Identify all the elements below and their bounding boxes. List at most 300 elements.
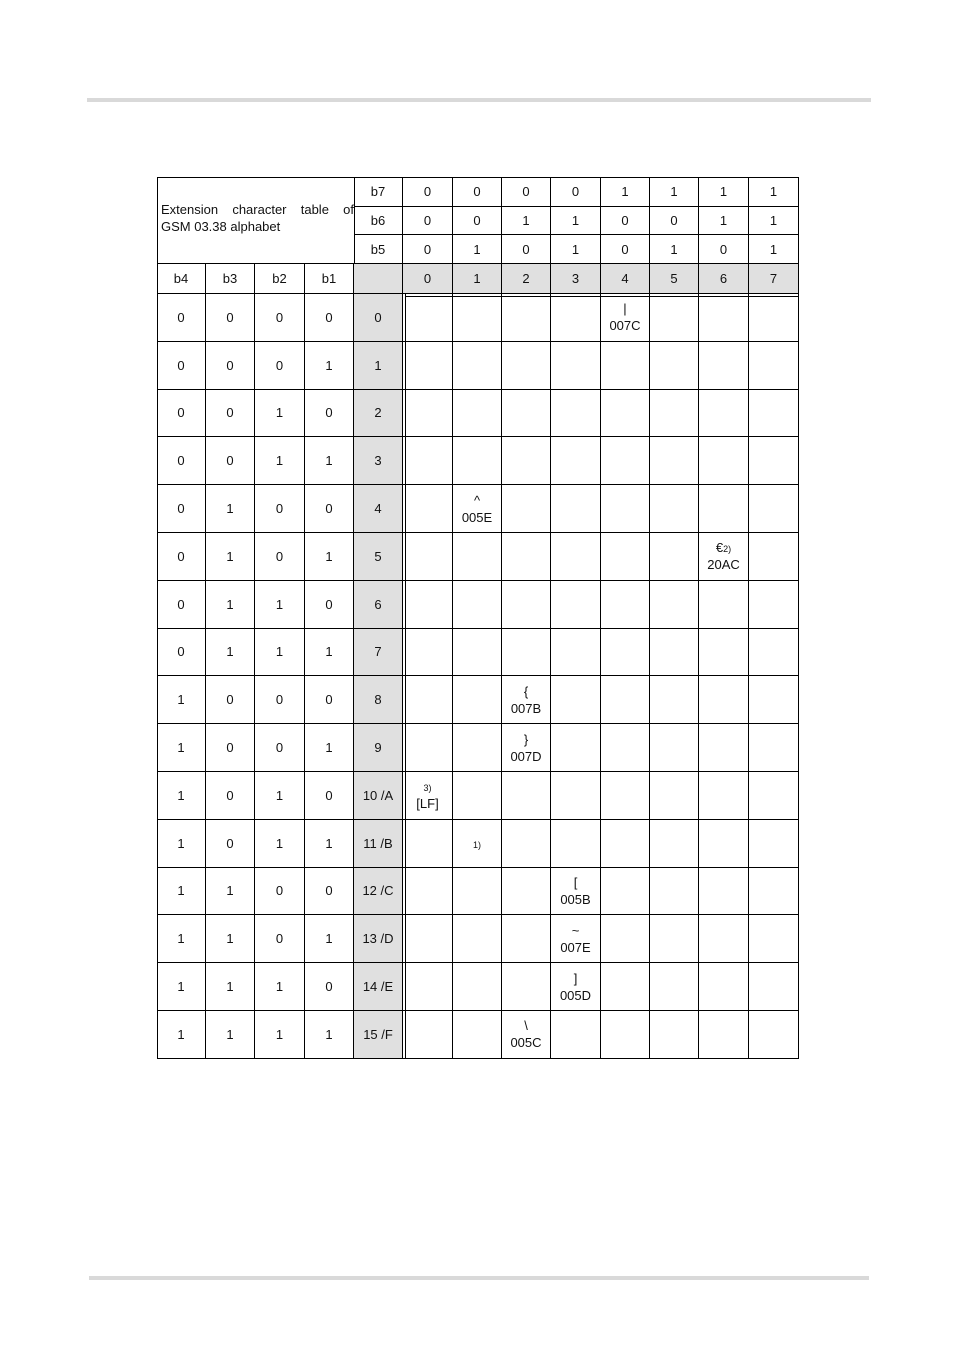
top-bit-value: 0	[522, 184, 530, 199]
character-cell	[403, 485, 453, 533]
row-bit-cell	[305, 390, 354, 438]
row-label-cell	[354, 915, 403, 963]
character-cell	[749, 676, 799, 724]
character-cell	[699, 820, 749, 868]
top-bit-cell	[551, 207, 601, 235]
character-cell	[749, 437, 799, 485]
character-cell	[749, 1011, 799, 1059]
row-bit-value: 0	[275, 357, 284, 373]
character-cell	[551, 676, 601, 724]
row-bit-value: 0	[325, 501, 333, 517]
character-cell	[502, 1011, 551, 1059]
row-bit-cell	[206, 437, 255, 485]
unicode-code: 20AC	[707, 557, 740, 573]
column-label-cell	[453, 264, 502, 294]
column-label-cell	[403, 264, 453, 294]
character-cell	[551, 1011, 601, 1059]
top-bit-value: 0	[423, 184, 432, 199]
character-cell	[650, 915, 699, 963]
row-bit-value: 1	[226, 501, 234, 517]
character-cell	[403, 963, 453, 1011]
row-label-cell	[354, 390, 403, 438]
footnote-marker: 1)	[472, 839, 481, 850]
row-bit-cell	[305, 629, 354, 677]
row-bit-cell	[206, 820, 255, 868]
character-cell	[453, 868, 502, 916]
character-cell	[453, 533, 502, 581]
column-label: 6	[719, 271, 728, 286]
row-bit-value: 1	[177, 692, 185, 708]
character-cell	[749, 581, 799, 629]
row-bit-cell	[255, 629, 305, 677]
row-bit-cell	[157, 1011, 206, 1059]
unicode-code: 007D	[510, 748, 542, 764]
top-bit-value: 1	[719, 213, 728, 228]
row-bit-header: b2	[272, 271, 287, 286]
character-cell	[699, 294, 749, 342]
character-cell	[749, 724, 799, 772]
unicode-code: 005B	[560, 891, 591, 907]
character-cell	[453, 915, 502, 963]
row-bit-value: 0	[177, 501, 185, 517]
row-label-cell	[354, 437, 403, 485]
row-label: 12 /C	[362, 883, 394, 899]
character-cell	[650, 437, 699, 485]
character-cell	[502, 676, 551, 724]
character-line	[474, 492, 480, 509]
character-line	[473, 835, 481, 852]
row-label-cell	[354, 676, 403, 724]
character-cell	[749, 342, 799, 390]
column-label-cell	[551, 264, 601, 294]
row-bit-cell	[255, 294, 305, 342]
column-label: 7	[769, 271, 778, 286]
row-label: 14 /E	[362, 979, 394, 995]
top-bit-value: 0	[473, 184, 481, 199]
row-bit-cell	[255, 533, 305, 581]
top-bit-value: 1	[670, 184, 678, 199]
character-cell	[601, 485, 650, 533]
character-cell	[749, 533, 799, 581]
row-bit-cell	[157, 342, 206, 390]
row-bit-cell	[305, 963, 354, 1011]
top-bit-value: 1	[769, 184, 778, 199]
row-bit-cell	[206, 868, 255, 916]
top-bit-cell	[453, 235, 502, 264]
character-cell	[699, 629, 749, 677]
row-bit-value: 0	[325, 309, 333, 325]
row-label: 6	[374, 596, 382, 612]
row-bit-cell	[157, 676, 206, 724]
character-glyph: |	[623, 301, 627, 317]
character-cell	[502, 342, 551, 390]
character-cell	[551, 629, 601, 677]
character-glyph: ^	[473, 492, 481, 508]
top-bit-value: 1	[473, 241, 481, 257]
character-cell	[601, 629, 650, 677]
top-bit-cell	[502, 235, 551, 264]
row-bit-value: 1	[275, 405, 284, 421]
row-bit-cell	[157, 820, 206, 868]
row-bit-cell	[157, 581, 206, 629]
row-bit-value: 0	[226, 692, 234, 708]
row-bit-value: 1	[226, 548, 234, 564]
character-cell	[699, 963, 749, 1011]
row-bit-value: 1	[275, 787, 284, 803]
character-cell	[453, 772, 502, 820]
row-label: 4	[374, 501, 382, 517]
character-cell	[551, 485, 601, 533]
character-cell	[601, 437, 650, 485]
character-cell	[749, 485, 799, 533]
character-line	[574, 874, 578, 891]
footnote-marker: 3)	[423, 783, 432, 794]
top-bit-cell	[699, 177, 749, 207]
row-bit-value: 0	[177, 309, 185, 325]
row-bit-cell	[157, 772, 206, 820]
character-line	[524, 683, 528, 700]
row-label: 5	[374, 548, 382, 564]
character-cell	[650, 868, 699, 916]
row-bit-cell	[255, 390, 305, 438]
row-bit-value: 0	[275, 692, 284, 708]
row-bit-value: 0	[325, 979, 333, 995]
character-cell	[749, 868, 799, 916]
row-bit-value: 1	[275, 644, 284, 660]
character-cell	[650, 772, 699, 820]
row-bit-value: 1	[177, 740, 185, 756]
character-cell	[502, 533, 551, 581]
character-cell	[650, 629, 699, 677]
character-cell	[749, 294, 799, 342]
character-cell	[502, 724, 551, 772]
row-bit-cell	[305, 772, 354, 820]
row-label: 1	[374, 357, 382, 373]
character-cell	[551, 868, 601, 916]
character-cell	[453, 437, 502, 485]
row-bit-value: 0	[275, 501, 284, 517]
row-label-cell	[354, 1011, 403, 1059]
unicode-code: 007C	[609, 318, 641, 334]
character-cell	[551, 915, 601, 963]
row-bit-value: 1	[325, 453, 333, 469]
row-bit-cell	[157, 724, 206, 772]
row-bit-cell	[305, 294, 354, 342]
row-bit-cell	[255, 342, 305, 390]
row-label-cell	[354, 868, 403, 916]
character-cell	[403, 437, 453, 485]
character-cell	[650, 294, 699, 342]
row-label: 13 /D	[362, 931, 394, 947]
character-cell	[749, 820, 799, 868]
top-bit-value: 0	[621, 213, 629, 228]
top-bit-cell	[502, 207, 551, 235]
character-cell	[749, 915, 799, 963]
row-bit-value: 0	[226, 835, 234, 851]
row-bit-cell	[157, 963, 206, 1011]
row-bit-value: 1	[325, 931, 333, 947]
character-cell	[502, 485, 551, 533]
row-label: 0	[374, 309, 382, 325]
row-bit-value: 1	[177, 931, 185, 947]
row-bit-cell	[206, 342, 255, 390]
row-bit-value: 0	[325, 596, 333, 612]
row-bit-value: 0	[275, 309, 284, 325]
top-bit-value: 1	[769, 213, 778, 228]
character-glyph: €	[715, 540, 724, 556]
top-bit-value: 1	[522, 213, 530, 228]
row-bit-cell	[157, 915, 206, 963]
character-cell	[650, 390, 699, 438]
character-line	[524, 731, 528, 748]
character-cell	[551, 963, 601, 1011]
character-cell	[699, 915, 749, 963]
character-cell	[601, 820, 650, 868]
row-bit-value: 1	[226, 644, 234, 660]
unicode-code: [LF]	[416, 796, 439, 812]
character-cell	[502, 820, 551, 868]
top-bit-cell	[650, 207, 699, 235]
row-bit-cell	[157, 437, 206, 485]
row-bit-value: 0	[275, 931, 284, 947]
character-cell	[699, 868, 749, 916]
character-cell	[601, 581, 650, 629]
character-cell	[453, 629, 502, 677]
row-bit-value: 1	[226, 883, 234, 899]
row-label: 3	[374, 453, 382, 469]
character-line	[716, 539, 731, 556]
character-cell	[403, 772, 453, 820]
row-label-cell	[354, 963, 403, 1011]
character-cell	[551, 533, 601, 581]
row-bit-value: 0	[325, 405, 333, 421]
bit-label: b6	[370, 213, 386, 228]
footnote-marker: 2)	[723, 544, 732, 555]
character-line	[524, 1017, 528, 1034]
character-cell	[403, 581, 453, 629]
top-bit-cell	[453, 207, 502, 235]
character-cell	[551, 772, 601, 820]
row-bit-cell	[305, 1011, 354, 1059]
character-cell	[699, 724, 749, 772]
row-bit-header-cell	[305, 264, 354, 294]
row-label: 15 /F	[363, 1026, 393, 1042]
character-cell	[453, 342, 502, 390]
character-cell	[699, 1011, 749, 1059]
row-label-cell	[354, 533, 403, 581]
row-bit-cell	[305, 437, 354, 485]
row-bit-value: 0	[226, 405, 234, 421]
row-bit-value: 0	[177, 596, 185, 612]
row-bit-value: 0	[275, 740, 284, 756]
character-cell	[699, 485, 749, 533]
top-bit-value: 0	[522, 241, 530, 257]
column-label: 2	[522, 271, 530, 286]
row-bit-cell	[157, 390, 206, 438]
row-bit-cell	[255, 915, 305, 963]
top-bit-cell	[650, 177, 699, 207]
row-bit-header: b4	[173, 271, 189, 286]
top-bit-cell	[453, 177, 502, 207]
row-bit-value: 0	[226, 787, 234, 803]
row-bit-cell	[206, 963, 255, 1011]
top-bit-cell	[502, 177, 551, 207]
row-label-cell	[354, 294, 403, 342]
row-label-cell	[354, 485, 403, 533]
top-bit-cell	[601, 235, 650, 264]
row-bit-value: 0	[226, 740, 234, 756]
top-bit-value: 1	[670, 241, 678, 257]
character-cell	[749, 629, 799, 677]
character-cell	[403, 724, 453, 772]
character-glyph: {	[523, 683, 529, 699]
character-cell	[699, 437, 749, 485]
extension-character-table	[157, 177, 799, 1059]
row-bit-value: 1	[325, 548, 333, 564]
top-bit-cell	[403, 177, 453, 207]
character-cell	[650, 963, 699, 1011]
top-bit-value: 1	[719, 184, 728, 199]
row-bit-value: 0	[325, 883, 333, 899]
character-cell	[403, 915, 453, 963]
header-blank-cell	[354, 264, 403, 294]
row-bit-value: 0	[177, 357, 185, 373]
character-glyph: ]	[573, 970, 578, 986]
character-cell	[551, 437, 601, 485]
top-bit-cell	[749, 235, 799, 264]
column-label-cell	[699, 264, 749, 294]
character-cell	[699, 533, 749, 581]
character-cell	[403, 868, 453, 916]
row-bit-header: b1	[321, 271, 337, 286]
character-cell	[551, 342, 601, 390]
top-bit-value: 1	[571, 241, 580, 257]
row-bit-cell	[255, 676, 305, 724]
row-bit-cell	[157, 868, 206, 916]
row-bit-cell	[206, 629, 255, 677]
character-cell	[749, 963, 799, 1011]
bit-label-cell	[354, 235, 403, 264]
character-cell	[699, 342, 749, 390]
character-cell	[502, 868, 551, 916]
character-cell	[551, 820, 601, 868]
row-bit-value: 1	[275, 596, 284, 612]
row-label: 9	[374, 740, 382, 756]
row-bit-cell	[255, 581, 305, 629]
bit-label-cell	[354, 177, 403, 207]
character-cell	[403, 629, 453, 677]
character-cell	[453, 724, 502, 772]
character-cell	[502, 437, 551, 485]
unicode-code: 007B	[510, 700, 542, 716]
character-cell	[502, 772, 551, 820]
character-cell	[601, 676, 650, 724]
character-cell	[601, 868, 650, 916]
character-cell	[453, 390, 502, 438]
character-cell	[453, 1011, 502, 1059]
row-bit-value: 1	[275, 979, 284, 995]
top-bit-cell	[749, 177, 799, 207]
row-bit-value: 1	[177, 787, 185, 803]
top-bit-cell	[601, 177, 650, 207]
character-glyph: \	[524, 1018, 528, 1034]
row-label-cell	[354, 629, 403, 677]
row-bit-value: 0	[177, 548, 185, 564]
row-label-cell	[354, 724, 403, 772]
top-bit-cell	[403, 207, 453, 235]
top-bit-cell	[699, 235, 749, 264]
character-cell	[551, 581, 601, 629]
row-bit-value: 1	[275, 1026, 284, 1042]
character-cell	[453, 676, 502, 724]
row-bit-cell	[305, 533, 354, 581]
character-cell	[601, 724, 650, 772]
row-bit-cell	[206, 294, 255, 342]
character-cell	[601, 915, 650, 963]
row-bit-value: 1	[226, 1026, 234, 1042]
row-bit-cell	[255, 724, 305, 772]
row-bit-cell	[305, 868, 354, 916]
character-cell	[502, 294, 551, 342]
row-bit-value: 1	[177, 835, 185, 851]
character-cell	[749, 772, 799, 820]
row-bit-cell	[157, 485, 206, 533]
character-glyph: }	[523, 731, 529, 747]
row-label: 10 /A	[362, 787, 394, 803]
row-bit-value: 1	[275, 453, 284, 469]
column-label-cell	[650, 264, 699, 294]
character-cell	[699, 390, 749, 438]
unicode-code: 005C	[510, 1035, 542, 1051]
row-bit-value: 1	[177, 1026, 185, 1042]
row-bit-cell	[305, 915, 354, 963]
character-cell	[453, 485, 502, 533]
character-cell	[403, 294, 453, 342]
row-bit-value: 1	[226, 596, 234, 612]
character-cell	[502, 963, 551, 1011]
table-title: Extension character table of GSM 03.38 alphabet	[157, 177, 355, 264]
character-cell	[453, 963, 502, 1011]
character-cell	[601, 963, 650, 1011]
row-bit-cell	[255, 1011, 305, 1059]
row-bit-value: 1	[325, 740, 333, 756]
column-label: 1	[473, 271, 481, 286]
character-cell	[403, 676, 453, 724]
row-bit-value: 0	[275, 548, 284, 564]
row-bit-cell	[305, 342, 354, 390]
column-label: 3	[571, 271, 580, 286]
top-bit-value: 0	[621, 241, 629, 257]
row-label: 8	[374, 692, 382, 708]
column-label: 5	[670, 271, 678, 286]
character-cell	[749, 390, 799, 438]
row-bit-value: 1	[275, 835, 284, 851]
character-cell	[502, 390, 551, 438]
character-cell	[650, 676, 699, 724]
row-bit-value: 1	[226, 931, 234, 947]
row-bit-cell	[206, 390, 255, 438]
row-bit-value: 1	[325, 357, 333, 373]
footer-rule	[89, 1276, 869, 1280]
row-bit-cell	[305, 724, 354, 772]
bit-label-cell	[354, 207, 403, 235]
row-bit-value: 0	[177, 453, 185, 469]
character-cell	[650, 724, 699, 772]
character-glyph: ~	[571, 922, 580, 938]
column-label: 4	[621, 271, 629, 286]
row-bit-cell	[305, 485, 354, 533]
row-bit-value: 0	[325, 787, 333, 803]
